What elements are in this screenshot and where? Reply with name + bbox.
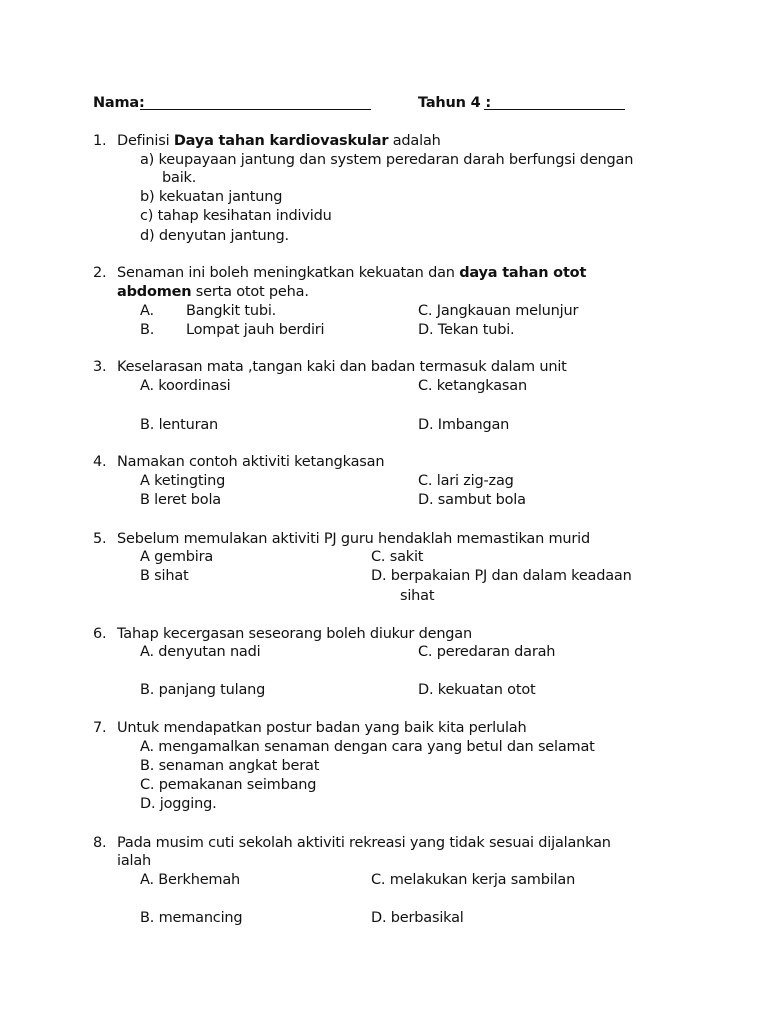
- q2-option-a: Bangkit tubi.: [186, 303, 277, 319]
- q4-option-d: D. sambut bola: [418, 492, 526, 508]
- q7-number: 7.: [93, 720, 107, 736]
- q2-stem-line2: abdomen serta otot peha.: [117, 284, 309, 300]
- q5-option-d: D. berpakaian PJ dan dalam keadaan: [371, 568, 632, 584]
- q7-stem: Untuk mendapatkan postur badan yang baik kita perlulah: [117, 720, 527, 736]
- q7-option-d: D. jogging.: [140, 796, 217, 812]
- q4-option-c: C. lari zig-zag: [418, 473, 514, 489]
- q2-option-a-letter: A.: [140, 303, 154, 319]
- q8-stem-line2: ialah: [117, 853, 152, 869]
- name-blank-line[interactable]: [140, 109, 371, 110]
- q4-stem: Namakan contoh aktiviti ketangkasan: [117, 454, 385, 470]
- year-label: Tahun 4 :: [418, 95, 491, 111]
- q7-option-b: B. senaman angkat berat: [140, 758, 320, 774]
- q1-option-a-cont: baik.: [162, 170, 197, 186]
- q5-number: 5.: [93, 531, 107, 547]
- q5-option-a: A gembira: [140, 549, 214, 565]
- q8-number: 8.: [93, 835, 107, 851]
- q5-stem: Sebelum memulakan aktiviti PJ guru hendaklah memastikan murid: [117, 531, 590, 547]
- q5-option-b: B sihat: [140, 568, 189, 584]
- q2-number: 2.: [93, 265, 107, 281]
- q8-option-a: A. Berkhemah: [140, 872, 241, 888]
- q6-option-b: B. panjang tulang: [140, 682, 266, 698]
- q2-option-c: C. Jangkauan melunjur: [418, 303, 579, 319]
- name-label: Nama:: [93, 95, 145, 111]
- q6-stem: Tahap kecergasan seseorang boleh diukur dengan: [117, 626, 472, 642]
- q3-option-c: C. ketangkasan: [418, 378, 527, 394]
- q7-option-c: C. pemakanan seimbang: [140, 777, 317, 793]
- q8-stem-line1: Pada musim cuti sekolah aktiviti rekreasi yang tidak sesuai dijalankan: [117, 835, 611, 851]
- q4-number: 4.: [93, 454, 107, 470]
- q8-option-d: D. berbasikal: [371, 910, 464, 926]
- q1-option-d: d) denyutan jantung.: [140, 228, 289, 244]
- year-blank-line[interactable]: [484, 109, 625, 110]
- q2-stem-line1: Senaman ini boleh meningkatkan kekuatan dan daya tahan otot: [117, 265, 587, 281]
- q5-option-d-cont: sihat: [400, 588, 435, 604]
- q1-stem: Definisi Daya tahan kardiovaskular adalah: [117, 133, 441, 149]
- q8-option-b: B. memancing: [140, 910, 243, 926]
- q3-option-b: B. lenturan: [140, 417, 219, 433]
- q6-option-c: C. peredaran darah: [418, 644, 556, 660]
- q1-option-c: c) tahap kesihatan individu: [140, 208, 332, 224]
- q1-number: 1.: [93, 133, 107, 149]
- q2-option-b-letter: B.: [140, 322, 155, 338]
- q4-option-b: B leret bola: [140, 492, 221, 508]
- q2-option-d: D. Tekan tubi.: [418, 322, 515, 338]
- q6-option-a: A. denyutan nadi: [140, 644, 261, 660]
- q3-option-a: A. koordinasi: [140, 378, 231, 394]
- q7-option-a: A. mengamalkan senaman dengan cara yang betul dan selamat: [140, 739, 595, 755]
- q4-option-a: A ketingting: [140, 473, 226, 489]
- q6-option-d: D. kekuatan otot: [418, 682, 536, 698]
- q6-number: 6.: [93, 626, 107, 642]
- q1-option-a: a) keupayaan jantung dan system peredaran darah berfungsi dengan: [140, 152, 634, 168]
- q3-stem: Keselarasan mata ,tangan kaki dan badan termasuk dalam unit: [117, 359, 567, 375]
- q8-option-c: C. melakukan kerja sambilan: [371, 872, 576, 888]
- q5-option-c: C. sakit: [371, 549, 424, 565]
- q2-option-b: Lompat jauh berdiri: [186, 322, 325, 338]
- q1-option-b: b) kekuatan jantung: [140, 189, 283, 205]
- q3-option-d: D. Imbangan: [418, 417, 510, 433]
- q3-number: 3.: [93, 359, 107, 375]
